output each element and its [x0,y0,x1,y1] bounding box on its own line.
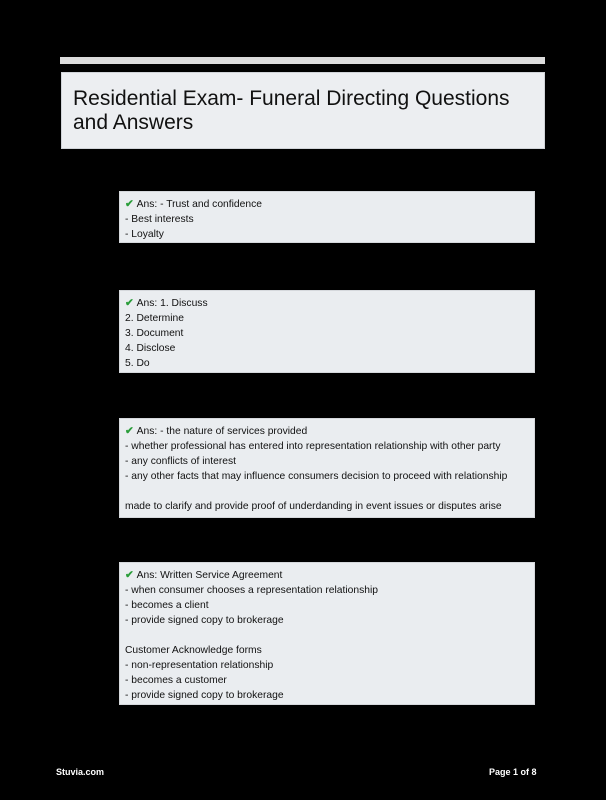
answer-card [119,290,535,373]
answer-line: - any conflicts of interest [125,456,237,467]
answer-line [125,628,529,643]
answer-line: ✔ Ans: Written Service Agreement [125,570,283,581]
answer-line: - becomes a customer [125,675,227,686]
top-rule [60,57,545,64]
answer-line [125,484,529,499]
answer-line: - when consumer chooses a representation relationship [125,585,378,596]
answer-line: ✔ Ans: - the nature of services provided [125,426,308,437]
answer-line: ✔ Ans: 1. Discuss [125,298,208,309]
page-title: Residential Exam- Funeral Directing Questions and Answers [73,87,510,134]
answer-line: - Best interests [125,214,194,225]
answer-card [119,191,535,243]
answer-line: 2. Determine [125,313,184,324]
answer-line: 5. Do [125,358,150,369]
answer-line: - provide signed copy to brokerage [125,615,284,626]
check-icon: ✔ [125,426,134,437]
answer-line: - becomes a client [125,600,209,611]
answer-card [119,562,535,705]
answer-line: Customer Acknowledge forms [125,645,262,656]
title-box [61,72,545,149]
check-icon: ✔ [125,199,134,210]
check-icon: ✔ [125,298,134,309]
answer-card [119,418,535,518]
answer-line: ✔ Ans: - Trust and confidence [125,199,262,210]
footer-page-number: Page 1 of 8 [489,767,537,777]
check-icon: ✔ [125,570,134,581]
answer-line: - whether professional has entered into representation relationship with other party [125,441,501,452]
answer-line: - Loyalty [125,229,164,240]
answer-line: - provide signed copy to brokerage [125,690,284,701]
answer-line: 3. Document [125,328,184,339]
answer-line: 4. Disclose [125,343,176,354]
footer-site: Stuvia.com [56,767,105,777]
answer-line: - any other facts that may influence consumers decision to proceed with relationship [125,471,508,482]
answer-line: - non-representation relationship [125,660,274,671]
answer-line: made to clarify and provide proof of underdanding in event issues or disputes arise [125,501,502,512]
